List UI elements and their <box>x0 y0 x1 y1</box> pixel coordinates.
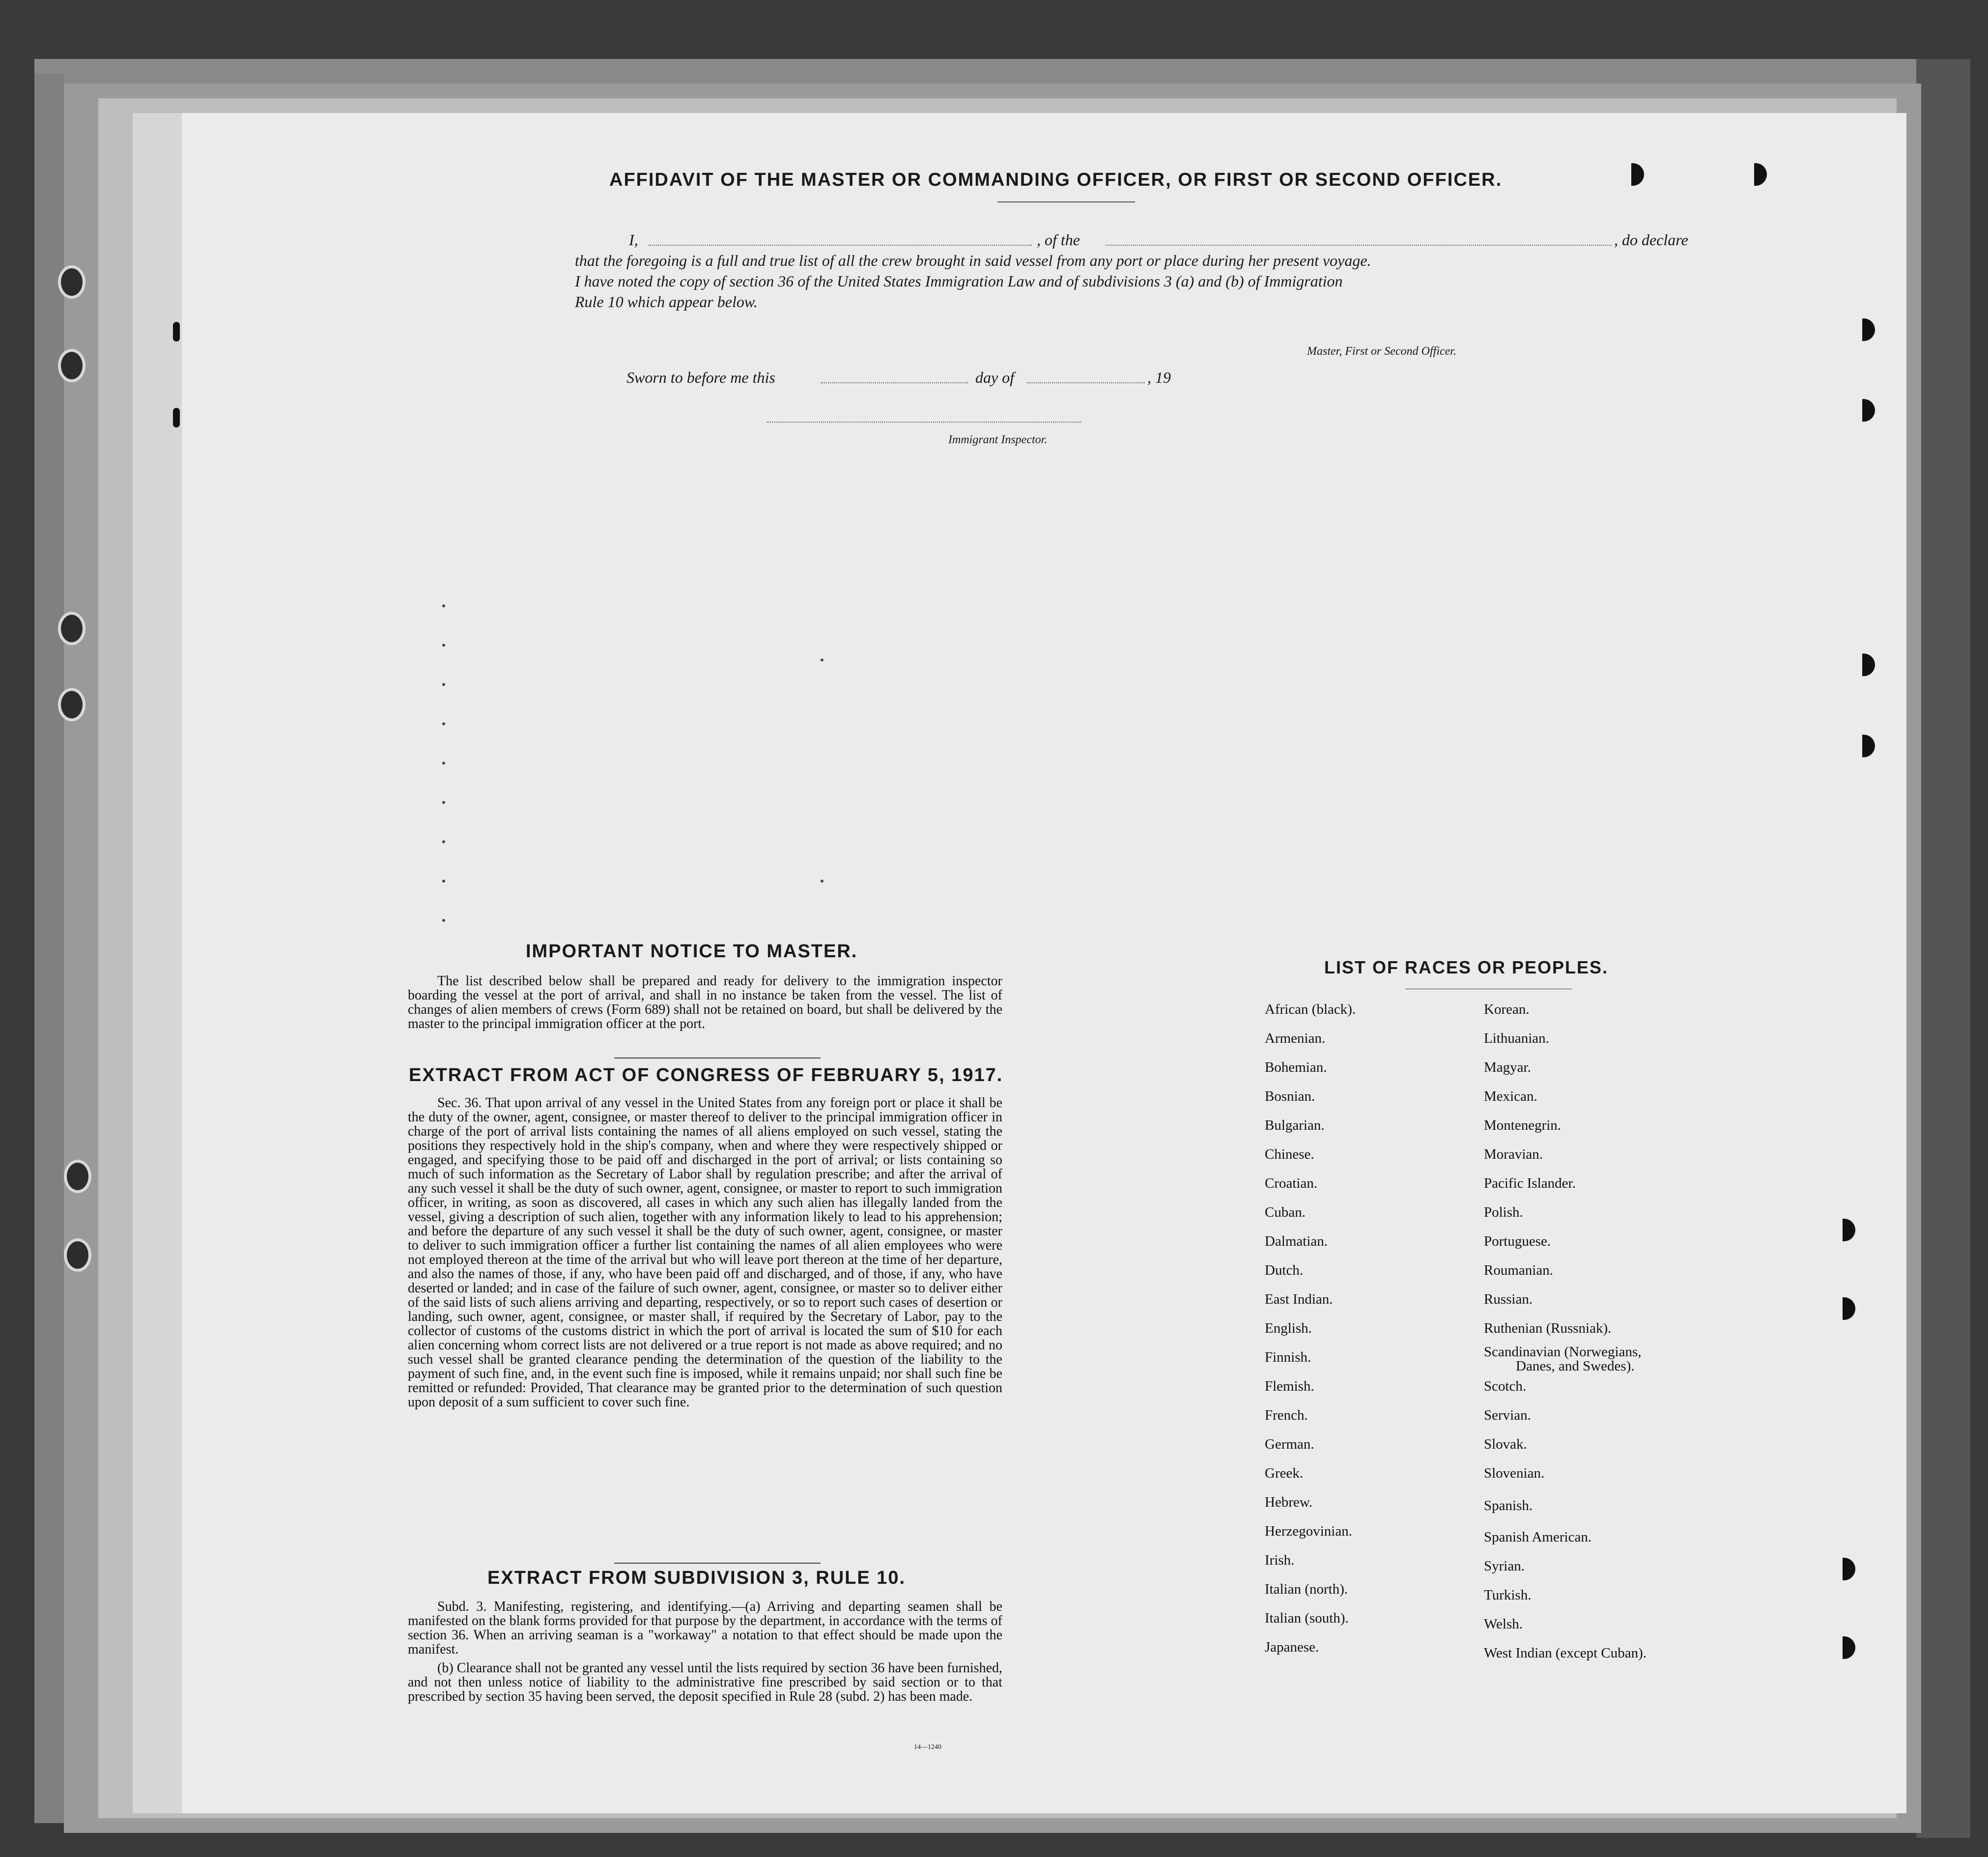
race-item: Ruthenian (Russniak). <box>1484 1320 1612 1336</box>
race-item: Dalmatian. <box>1265 1233 1328 1249</box>
punch-hole-icon <box>1843 1219 1855 1241</box>
race-item: Japanese. <box>1265 1639 1319 1655</box>
extract-rule-text-a: Subd. 3. Manifesting, registering, and identifying.—(a) Arriving and departing seamen shall be manifested on the blank forms provided for that purpose by the department, in accordance with the terms of section 36. When an arriving seaman is a "workaway" a notation to that effect should be made upon the manifest. <box>408 1599 1002 1657</box>
binder-hole-icon <box>58 349 85 382</box>
punch-hole-icon <box>1631 163 1644 186</box>
dot-mark <box>442 644 445 647</box>
race-item: Bulgarian. <box>1265 1117 1325 1133</box>
extract-act-title: EXTRACT FROM ACT OF CONGRESS OF FEBRUARY 5, 1917. <box>409 1065 1003 1086</box>
race-item: Herzegovinian. <box>1265 1523 1352 1539</box>
race-item: Slovenian. <box>1484 1465 1545 1481</box>
affidavit-line3: I have noted the copy of section 36 of the United States Immigration Law and of subdivisions 3 (a) and (b) of Immigration <box>575 272 1343 290</box>
extract-act-divider <box>614 1057 821 1058</box>
dot-mark <box>442 722 445 725</box>
race-item: German. <box>1265 1436 1314 1452</box>
race-item: West Indian (except Cuban). <box>1484 1645 1647 1661</box>
binder-hole-icon <box>58 265 85 299</box>
binder-hole-icon <box>58 612 85 645</box>
race-item: Spanish American. <box>1484 1529 1592 1545</box>
race-item: Flemish. <box>1265 1378 1314 1394</box>
race-item: Armenian. <box>1265 1030 1326 1046</box>
punch-hole-icon <box>173 408 180 428</box>
race-item: Spanish. <box>1484 1498 1533 1514</box>
punch-hole-icon <box>1843 1558 1855 1580</box>
sworn-day-blank <box>821 382 968 383</box>
extract-act-text: Sec. 36. That upon arrival of any vessel in the United States from any foreign port or place it shall be the duty of the owner, agent, consignee, or master thereof to deliver to the principal immigration officer in charge of the port of arrival lists containing the names of all aliens employed on such vessel, stating the positions they respectively hold in the ship's company, when and where they were respectively shipped or engaged, and specifying those to be paid off and discharged in the port of arrival; or lists containing so much of such information as the Secretary of Labor shall by regulation prescribe; and after the arrival of any such vessel it shall be the duty of such owner, agent, consignee, or master to report to such immigration officer, in writing, as soon as discovered, all cases in which any such alien has illegally landed from the vessel, giving a description of such alien, together with any information likely to lead to his apprehension; and before the departure of any such vessel it shall be the duty of such owner, agent, consignee, or master to deliver to such immigration officer a further list containing the names of all alien employees who were not employed thereon at the time of the arrival but who will leave port thereon at the time of her departure, and also the names of those, if any, who have been paid off and discharged, and of those, if any, who have deserted or landed; and in case of the failure of such owner, agent, consignee, or master so to deliver either of the said lists of such aliens arriving and departing, respectively, or so to report such cases of desertion or landing, such owner, agent, consignee, or master shall, if required by the Secretary of Labor, pay to the collector of customs of the customs district in which the port of arrival is located the sum of $10 for each alien concerning whom correct lists are not delivered or a true report is not made as above required; and no such vessel shall be granted clearance pending the determination of the question of the liability to the payment of such fine, and, in the event such fine is imposed, while it remains unpaid; nor shall such fine be remitted or refunded: Provided, That clearance may be granted prior to the determination of such question upon deposit of a sum sufficient to cover such fine. <box>408 1095 1002 1410</box>
affidavit-line1-of-the: , of the <box>1037 231 1080 249</box>
race-item: Bohemian. <box>1265 1059 1327 1075</box>
race-item: East Indian. <box>1265 1291 1333 1307</box>
race-item: Slovak. <box>1484 1436 1527 1452</box>
dot-mark <box>442 762 445 765</box>
race-item: Danes, and Swedes). <box>1516 1358 1635 1374</box>
inspector-label: Immigrant Inspector. <box>948 433 1048 446</box>
punch-hole-icon <box>1862 399 1875 422</box>
dot-mark <box>442 840 445 843</box>
punch-hole-icon <box>173 322 180 342</box>
document-page <box>182 113 1906 1813</box>
race-item: Polish. <box>1484 1204 1523 1220</box>
master-signature-label: Master, First or Second Officer. <box>1307 345 1456 358</box>
affidavit-title: AFFIDAVIT OF THE MASTER OR COMMANDING OFFICER, OR FIRST OR SECOND OFFICER. <box>609 170 1503 190</box>
background-edge-left <box>34 74 64 1823</box>
sworn-year: , 19 <box>1147 369 1171 386</box>
race-item: Croatian. <box>1265 1175 1318 1191</box>
sworn-day-of: day of <box>975 369 1015 386</box>
punch-hole-icon <box>1862 654 1875 676</box>
background-edge-right <box>1916 59 1970 1838</box>
binder-hole-icon <box>58 688 85 721</box>
inspector-blank-line <box>767 422 1081 423</box>
dot-mark <box>442 801 445 804</box>
race-item: Korean. <box>1484 1001 1530 1017</box>
race-item: Italian (north). <box>1265 1581 1348 1597</box>
dot-mark <box>821 658 824 661</box>
affidavit-line2: that the foregoing is a full and true list of all the crew brought in said vessel from any port or place during her present voyage. <box>575 252 1371 269</box>
race-item: Scotch. <box>1484 1378 1527 1394</box>
race-item: Dutch. <box>1265 1262 1304 1278</box>
dot-mark <box>442 880 445 883</box>
race-item: Pacific Islander. <box>1484 1175 1576 1191</box>
race-item: Lithuanian. <box>1484 1030 1549 1046</box>
binder-hole-icon <box>64 1160 91 1193</box>
dot-mark <box>442 683 445 686</box>
race-item: Bosnian. <box>1265 1088 1315 1104</box>
vessel-blank-line <box>1106 245 1612 246</box>
race-item: Moravian. <box>1484 1146 1543 1162</box>
notice-text: The list described below shall be prepared and ready for delivery to the immigration inspector boarding the vessel at the port of arrival, and shall in no instance be taken from the vessel. The list of changes of alien members of crews (Form 689) shall not be retained on board, but shall be delivered by the master to the principal immigration officer at the port. <box>408 973 1002 1031</box>
race-item: Scandinavian (Norwegians, <box>1484 1344 1642 1360</box>
notice-title: IMPORTANT NOTICE TO MASTER. <box>526 941 858 962</box>
races-title: LIST OF RACES OR PEOPLES. <box>1324 957 1609 977</box>
sworn-month-blank <box>1027 382 1145 383</box>
affidavit-line1-prefix: I, <box>629 231 638 249</box>
race-item: Montenegrin. <box>1484 1117 1562 1133</box>
affidavit-line1-declare: , do declare <box>1614 231 1688 249</box>
punch-hole-icon <box>1862 318 1875 341</box>
form-code: 14—1240 <box>914 1743 941 1751</box>
race-item: Welsh. <box>1484 1616 1523 1632</box>
race-item: Portuguese. <box>1484 1233 1551 1249</box>
extract-rule-text-b: (b) Clearance shall not be granted any vessel until the lists required by section 36 have been furnished, and not then unless notice of liability to the administrative fine prescribed by said section or to that prescribed by section 35 having been served, the deposit specified in Rule 28 (subd. 2) has been made. <box>408 1660 1002 1704</box>
race-item: Roumanian. <box>1484 1262 1553 1278</box>
dot-mark <box>442 919 445 922</box>
race-item: Magyar. <box>1484 1059 1531 1075</box>
punch-hole-icon <box>1862 735 1875 757</box>
punch-hole-icon <box>1843 1297 1855 1320</box>
race-item: Russian. <box>1484 1291 1533 1307</box>
affidavit-line4: Rule 10 which appear below. <box>575 293 758 311</box>
dot-mark <box>821 880 824 883</box>
race-item: Finnish. <box>1265 1349 1311 1365</box>
extract-rule-divider <box>614 1563 821 1564</box>
name-blank-line <box>649 245 1032 246</box>
dot-mark <box>442 604 445 607</box>
extract-rule-title: EXTRACT FROM SUBDIVISION 3, RULE 10. <box>487 1568 906 1588</box>
race-item: Mexican. <box>1484 1088 1537 1104</box>
binder-hole-icon <box>64 1238 91 1272</box>
race-item: Italian (south). <box>1265 1610 1349 1626</box>
race-item: Irish. <box>1265 1552 1295 1568</box>
race-item: English. <box>1265 1320 1312 1336</box>
sworn-prefix: Sworn to before me this <box>626 369 775 386</box>
race-item: Syrian. <box>1484 1558 1525 1574</box>
punch-hole-icon <box>1843 1636 1855 1659</box>
race-item: African (black). <box>1265 1001 1356 1017</box>
race-item: Greek. <box>1265 1465 1304 1481</box>
title-divider <box>997 201 1135 202</box>
race-item: Chinese. <box>1265 1146 1314 1162</box>
race-item: French. <box>1265 1407 1308 1423</box>
punch-hole-icon <box>1754 163 1767 186</box>
race-item: Turkish. <box>1484 1587 1532 1603</box>
race-item: Cuban. <box>1265 1204 1306 1220</box>
race-item: Servian. <box>1484 1407 1531 1423</box>
race-item: Hebrew. <box>1265 1494 1313 1510</box>
